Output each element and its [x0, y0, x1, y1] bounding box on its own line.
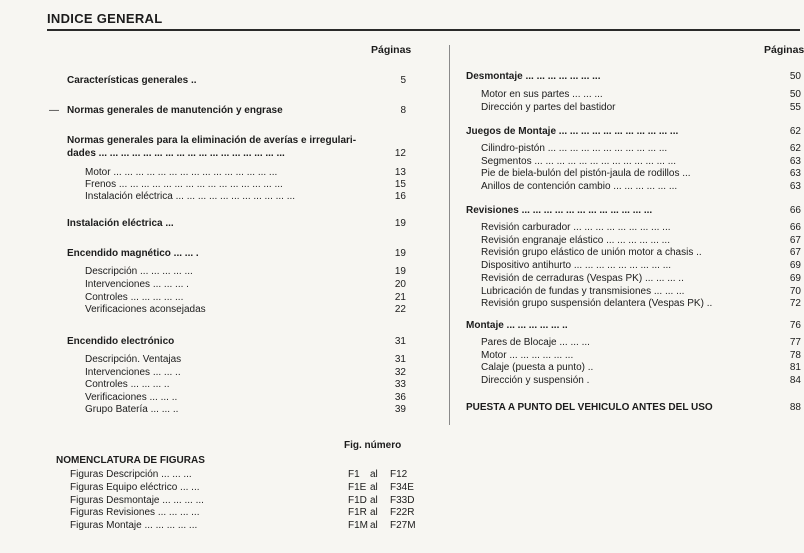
- index-page: INDICE GENERAL Páginas Páginas Características generales .. 5 — Normas generales de manutención y engrase 8 Normas generales para la eliminación de averías e irregulari- dades ... ... ... ... ... ... ... ... ... ... ... ... ... ... ... ... ... 12 Motor ... ... ... ... ... ... ... ... ... ... ... ... ... ... ... 13 Frenos ... ... ... ... ... ... ... ... ... ... ... ... ... ... ... 15 Instalación eléctrica ... ... ... ... ... ... ... ... ... ... ... 16 Instalación eléctrica ... 19 Encendido magnético ... ... . 19 Descripción ... ... ... ... ... 19 Intervenciones ... ... ... . 20 Controles ... ... ... ... ... 21 Verificaciones aconsejadas 22 Encendido electrónico 31 Descripción. Ventajas 31 Intervenciones ... ... .. 32 Controles ... ... ... .. 33 Verificaciones ... ... .. 36 Grupo Batería ... ... .. 39 Desmontaje ... ... ... ... ... ... ... 50 Motor en sus partes ... ... ... 50 Dirección y partes del bastidor 55 Juegos de Montaje ... ... ... ... ... ... ... ... ... ... ... 62 Cilindro-pistón ... ... ... ... ... ... ... ... ... ... ... 62 Segmentos ... ... ... ... ... ... ... ... ... ... ... ... ... 63 Pie de biela-bulón del pistón-jaula de rodillos ... 63 Anillos de contención cambio ... ... ... ... ... ... 63 Revisiones ... ... ... ... ... ... ... ... ... ... ... ... 66 Revisión carburador ... ... ... ... ... ... ... ... ... 66 Revisión engranaje elástico ... ... ... ... ... ... 67 Revisión grupo elástico de unión motor a chasis .. 67 Dispositivo antihurto ... ... ... ... ... ... ... ... ... 69 Revisión de cerraduras (Vespas PK) ... ... ... .. 69 Lubricación de fundas y transmisiones ... ... ... 70 Revisión grupo suspensión delantera (Vespas PK) .. 72 Montaje ... ... ... ... ... .. 76 Pares de Blocaje ... ... ... 77 Motor ... ... ... ... ... ... 78 Calaje (puesta a punto) .. 81 Dirección y suspensión . 84 PUESTA A PUNTO DEL VEHICULO ANTES DEL USO 88 Fig. número NOMENCLATURA DE FIGURAS Figuras Descripción ... ... ... F1 al F12 Figuras Equipo eléctrico ... ... F1E al F34E Figuras Desmontaje ... ... ... ... F1D al F33D Figuras Revisiones ... ... ... ... F1R al F22R Figuras Montaje ... ... ... ... ... F1M al F27M: [47, 11, 804, 531]
- page-title: INDICE GENERAL: [47, 11, 163, 26]
- column-divider: [449, 45, 450, 425]
- figure-number-header: Fig. número: [344, 440, 402, 451]
- figures-section-title: NOMENCLATURA DE FIGURAS: [56, 455, 205, 466]
- left-pages-header: Páginas: [371, 44, 412, 56]
- right-pages-header: Páginas: [764, 44, 804, 56]
- title-rule: [47, 29, 800, 31]
